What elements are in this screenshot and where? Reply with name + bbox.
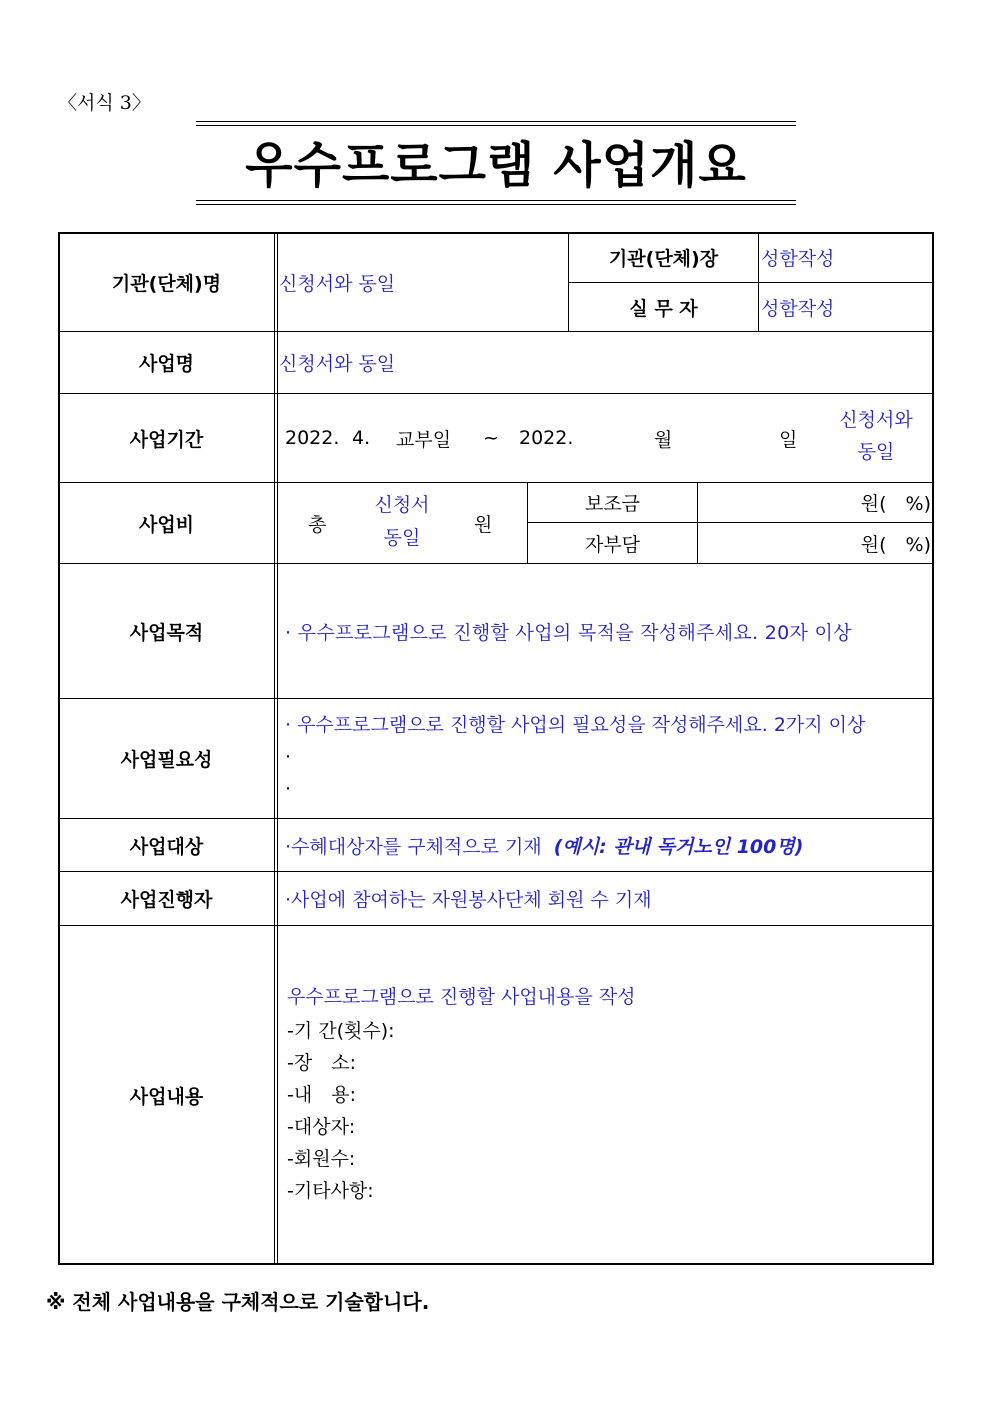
operator-label: 사업진행자: [120, 889, 213, 911]
label-divider-1: [274, 233, 275, 1264]
org-value: 신청서와 동일: [279, 272, 396, 295]
content-item-place: -장 소:: [287, 1052, 356, 1074]
org-staff-label: 실 무 자: [629, 297, 698, 320]
budget-subsidy-label: 보조금: [584, 493, 641, 515]
budget-total-value: [352, 489, 452, 555]
content-label: 사업내용: [129, 1085, 204, 1108]
form-code: 〈서식 3〉: [58, 92, 151, 114]
project-name-label: 사업명: [138, 353, 195, 375]
content-intro: 우수프로그램으로 진행할 사업내용을 작성: [287, 986, 636, 1008]
necessity-line-3: ·: [285, 778, 292, 800]
org-head-value: 성함작성: [761, 248, 835, 270]
necessity-line-1: · 우수프로그램으로 진행할 사업의 필요성을 작성해주세요. 2가지 이상: [285, 714, 866, 736]
period-note-line2: 동일: [857, 441, 895, 463]
operator-text: ·사업에 참여하는 자원봉사단체 회원 수 기재: [285, 889, 652, 911]
necessity-text: [285, 709, 930, 805]
budget-self-value: 원( %): [860, 533, 931, 556]
target-example: (예시: 관내 독거노인 100명): [553, 835, 804, 858]
necessity-line-2: ·: [285, 746, 292, 768]
footer-note: ※ 전체 사업내용을 구체적으로 기술합니다.: [46, 1290, 430, 1314]
page-title: 우수프로그램 사업개요: [245, 137, 747, 194]
period-note: [826, 404, 926, 468]
target-label: 사업대상: [129, 835, 204, 858]
org-staff-value: 성함작성: [761, 297, 835, 320]
period-start-year: 2022.: [285, 427, 340, 449]
period-label: 사업기간: [129, 428, 204, 451]
budget-total-unit: 원: [474, 513, 493, 536]
title-rule-top-1: [196, 121, 796, 122]
purpose-label: 사업목적: [129, 621, 204, 644]
content-item-members: -회원수:: [287, 1148, 356, 1170]
budget-subsidy-value: 원( %): [860, 493, 931, 515]
period-end-year: 2022.: [519, 427, 574, 449]
purpose-text: · 우수프로그램으로 진행할 사업의 목적을 작성해주세요. 20자 이상: [285, 621, 852, 644]
title-rule-top-2: [196, 125, 796, 126]
budget-label: 사업비: [138, 513, 195, 536]
org-label: 기관(단체)명: [111, 272, 222, 295]
budget-self-label: 자부담: [584, 533, 641, 556]
period-note-line1: 신청서와: [839, 409, 913, 431]
budget-total-line2: 동일: [383, 527, 421, 549]
org-head-label: 기관(단체)장: [608, 248, 719, 270]
content-body: [287, 981, 927, 1207]
period-month-unit: 월: [654, 428, 673, 451]
title-rule-bottom-1: [196, 200, 796, 201]
project-name-value: 신청서와 동일: [279, 353, 396, 375]
content-item-etc: -기타사항:: [287, 1180, 374, 1202]
title-block: [196, 121, 796, 207]
label-divider-2: [277, 233, 278, 1264]
target-cell: [285, 819, 930, 871]
necessity-label: 사업필요성: [120, 749, 213, 771]
content-item-detail: -내 용:: [287, 1084, 356, 1106]
period-tilde: ~: [483, 427, 499, 449]
target-text: ·수혜대상자를 구체적으로 기재: [285, 835, 542, 858]
period-start-month: 4.: [352, 427, 371, 449]
content-item-target: -대상자:: [287, 1116, 356, 1138]
content-item-period: -기 간(횟수):: [287, 1020, 395, 1042]
budget-total-prefix: 총: [308, 513, 327, 536]
budget-total-line1: 신청서: [374, 494, 430, 516]
period-start-day: 교부일: [396, 428, 452, 451]
title-rule-bottom-2: [196, 204, 796, 205]
period-day-unit: 일: [779, 428, 798, 451]
